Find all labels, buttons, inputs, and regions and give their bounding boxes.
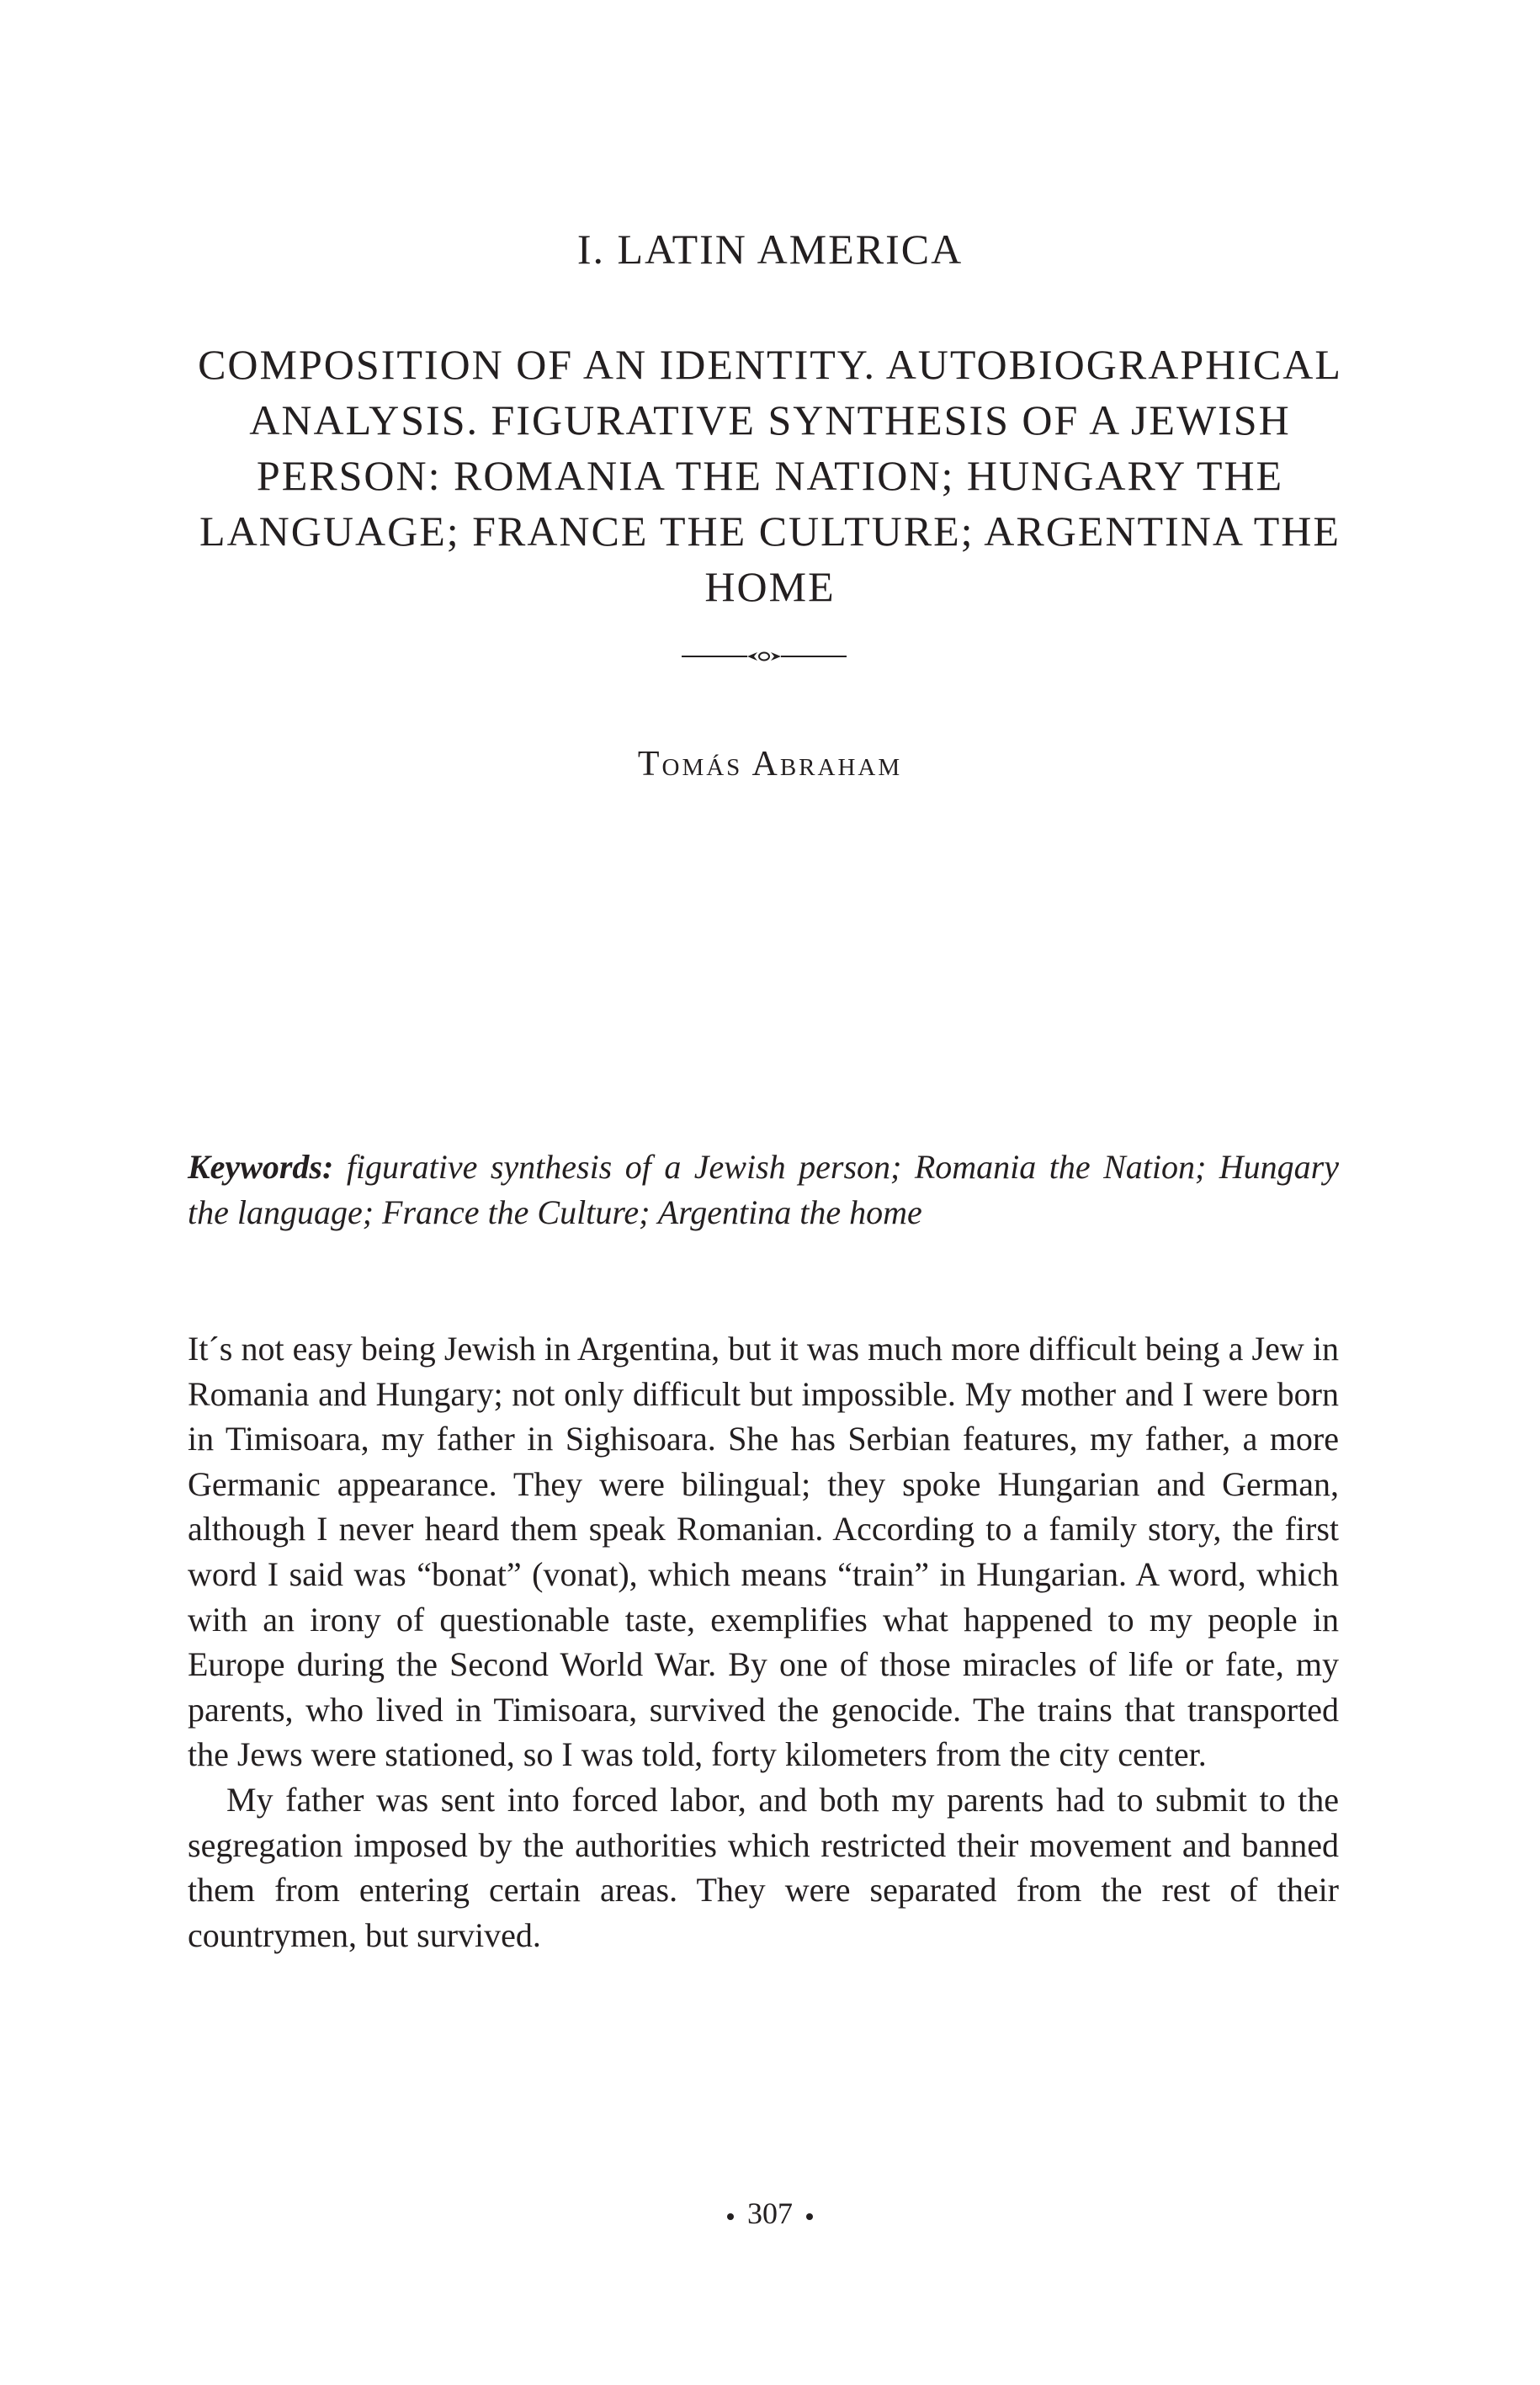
ornament-divider (682, 646, 847, 667)
bullet-icon (806, 2213, 813, 2220)
keywords-label: Keywords: (188, 1148, 334, 1186)
part-title: I. LATIN AMERICA (576, 226, 964, 273)
keywords (188, 1145, 1339, 1235)
paragraph: It´s not easy being Jewish in Argentina, but it was much more difficult being a Jew in Romania and Hungary; not only difficult but impossible. My mother and I were born in Timisoara, my father in Sighisoara. She has Serbian features, my father, a more Germanic appearance. They were bilingual; they spoke Hungarian and German, although I never heard them speak Romanian. According to a family story, the first word I said was “bonat” (vonat), which means “train” in Hungarian. A word, which with an irony of questionable taste, exemplifies what happened to my people in Europe during the Second World War. By one of those miracles of life or fate, my parents, who lived in Timisoara, survived the genocide. The trains that transported the Jews were stationed, so I was told, forty kilometers from the city center. (188, 1330, 1339, 1774)
chapter-title: COMPOSITION OF AN IDENTITY. AUTOBIOGRAPHICAL ANALYSIS. FIGURATIVE SYNTHESIS OF A JEWISH PERSON: ROMANIA THE NATION; HUNGARY THE LANGUAGE; FRANCE THE CULTURE; ARGENTINA THE HOME (198, 341, 1342, 610)
bullet-icon (727, 2213, 734, 2220)
paragraph: My father was sent into forced labor, and both my parents had to submit to the segregation imposed by the authorities which restricted their movement and banned them from entering certain areas. They were separated from the rest of their countrymen, but survived. (188, 1780, 1339, 1954)
page-number: 307 (747, 2196, 793, 2230)
body-text (188, 1326, 1339, 1957)
page-number-footer (0, 2193, 1540, 2234)
author-name: Tomás Abraham (637, 745, 903, 783)
keywords-text: figurative synthesis of a Jewish person; Romania the Nation; Hungary the language; France the Culture; Argentina the home (188, 1148, 1339, 1231)
